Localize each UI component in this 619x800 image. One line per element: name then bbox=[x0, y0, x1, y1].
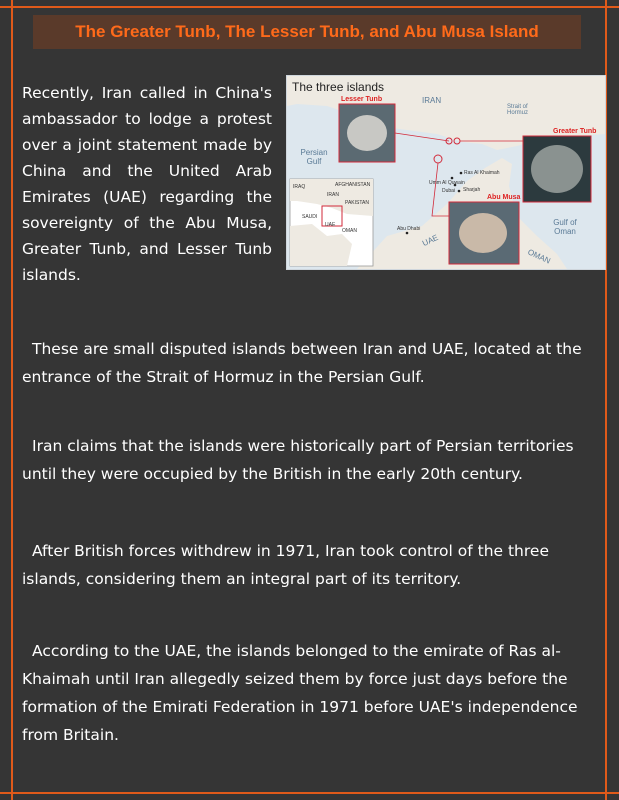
map-city-umm-al-quwain: Umm Al Quwain bbox=[429, 180, 465, 186]
map-city-ras-al-khaimah: Ras Al Khaimah bbox=[464, 170, 500, 176]
map-label-iran: IRAN bbox=[422, 96, 442, 105]
paragraph-1: These are small disputed islands between Iran and UAE, located at the entrance of the Strait of Hormuz in the Persian Gulf. bbox=[22, 340, 582, 386]
map-label-uae: UAE bbox=[420, 232, 440, 249]
map-city-abu-dhabi: Abu Dhabi bbox=[397, 226, 421, 232]
inset-label-iraq: IRAQ bbox=[293, 184, 306, 190]
map-label-greater-tunb: Greater Tunb bbox=[553, 128, 597, 135]
paragraph-4: According to the UAE, the islands belonged to the emirate of Ras al-Khaimah until Iran allegedly seized them by force just days before the formation of the Emirati Federation in 1971 before UAE's independence from Britain. bbox=[22, 642, 578, 744]
frame-left-border bbox=[11, 0, 13, 800]
frame-bottom-border bbox=[0, 792, 619, 794]
map-label-oman: OMAN bbox=[526, 247, 552, 266]
islands-map bbox=[286, 75, 606, 270]
inset-label-iran: IRAN bbox=[327, 192, 339, 198]
inset-label-afghanistan: AFGHANISTAN bbox=[335, 182, 371, 188]
paragraph-3: After British forces withdrew in 1971, Iran took control of the three islands, considering them an integral part of its territory. bbox=[22, 542, 549, 588]
inset-label-oman: OMAN bbox=[342, 228, 357, 234]
inset-label-saudi: SAUDI bbox=[302, 214, 318, 220]
map-label-abu-musa: Abu Musa bbox=[487, 194, 521, 201]
map-label-lesser-tunb: Lesser Tunb bbox=[341, 96, 383, 103]
page-title: The Greater Tunb, The Lesser Tunb, and Abu Musa Island bbox=[75, 22, 539, 41]
map-label-persian-gulf: Persian Gulf bbox=[300, 148, 328, 166]
paragraph-2: Iran claims that the islands were historically part of Persian territories until they were occupied by the British in the early 20th century. bbox=[22, 437, 574, 483]
map-city-dubai: Dubai bbox=[442, 188, 456, 194]
map-title: The three islands bbox=[292, 80, 385, 94]
frame-top-border bbox=[0, 6, 619, 8]
map-city-sharjah: Sharjah bbox=[463, 187, 481, 193]
title-banner bbox=[33, 15, 581, 49]
inset-label-uae: UAE bbox=[325, 222, 336, 228]
map-label-strait: Strait of Hormuz bbox=[507, 104, 529, 116]
inset-label-pakistan: PAKISTAN bbox=[345, 200, 369, 206]
map-label-gulf-of-oman: Gulf of Oman bbox=[553, 218, 577, 236]
intro-paragraph: Recently, Iran called in China's ambassador to lodge a protest over a joint statement made by China and the United Arab Emirates (UAE) regarding the sovereignty of the Abu Musa, Greater Tunb, and Lesser Tunb islands. bbox=[22, 84, 272, 284]
map-graphic bbox=[287, 76, 605, 269]
